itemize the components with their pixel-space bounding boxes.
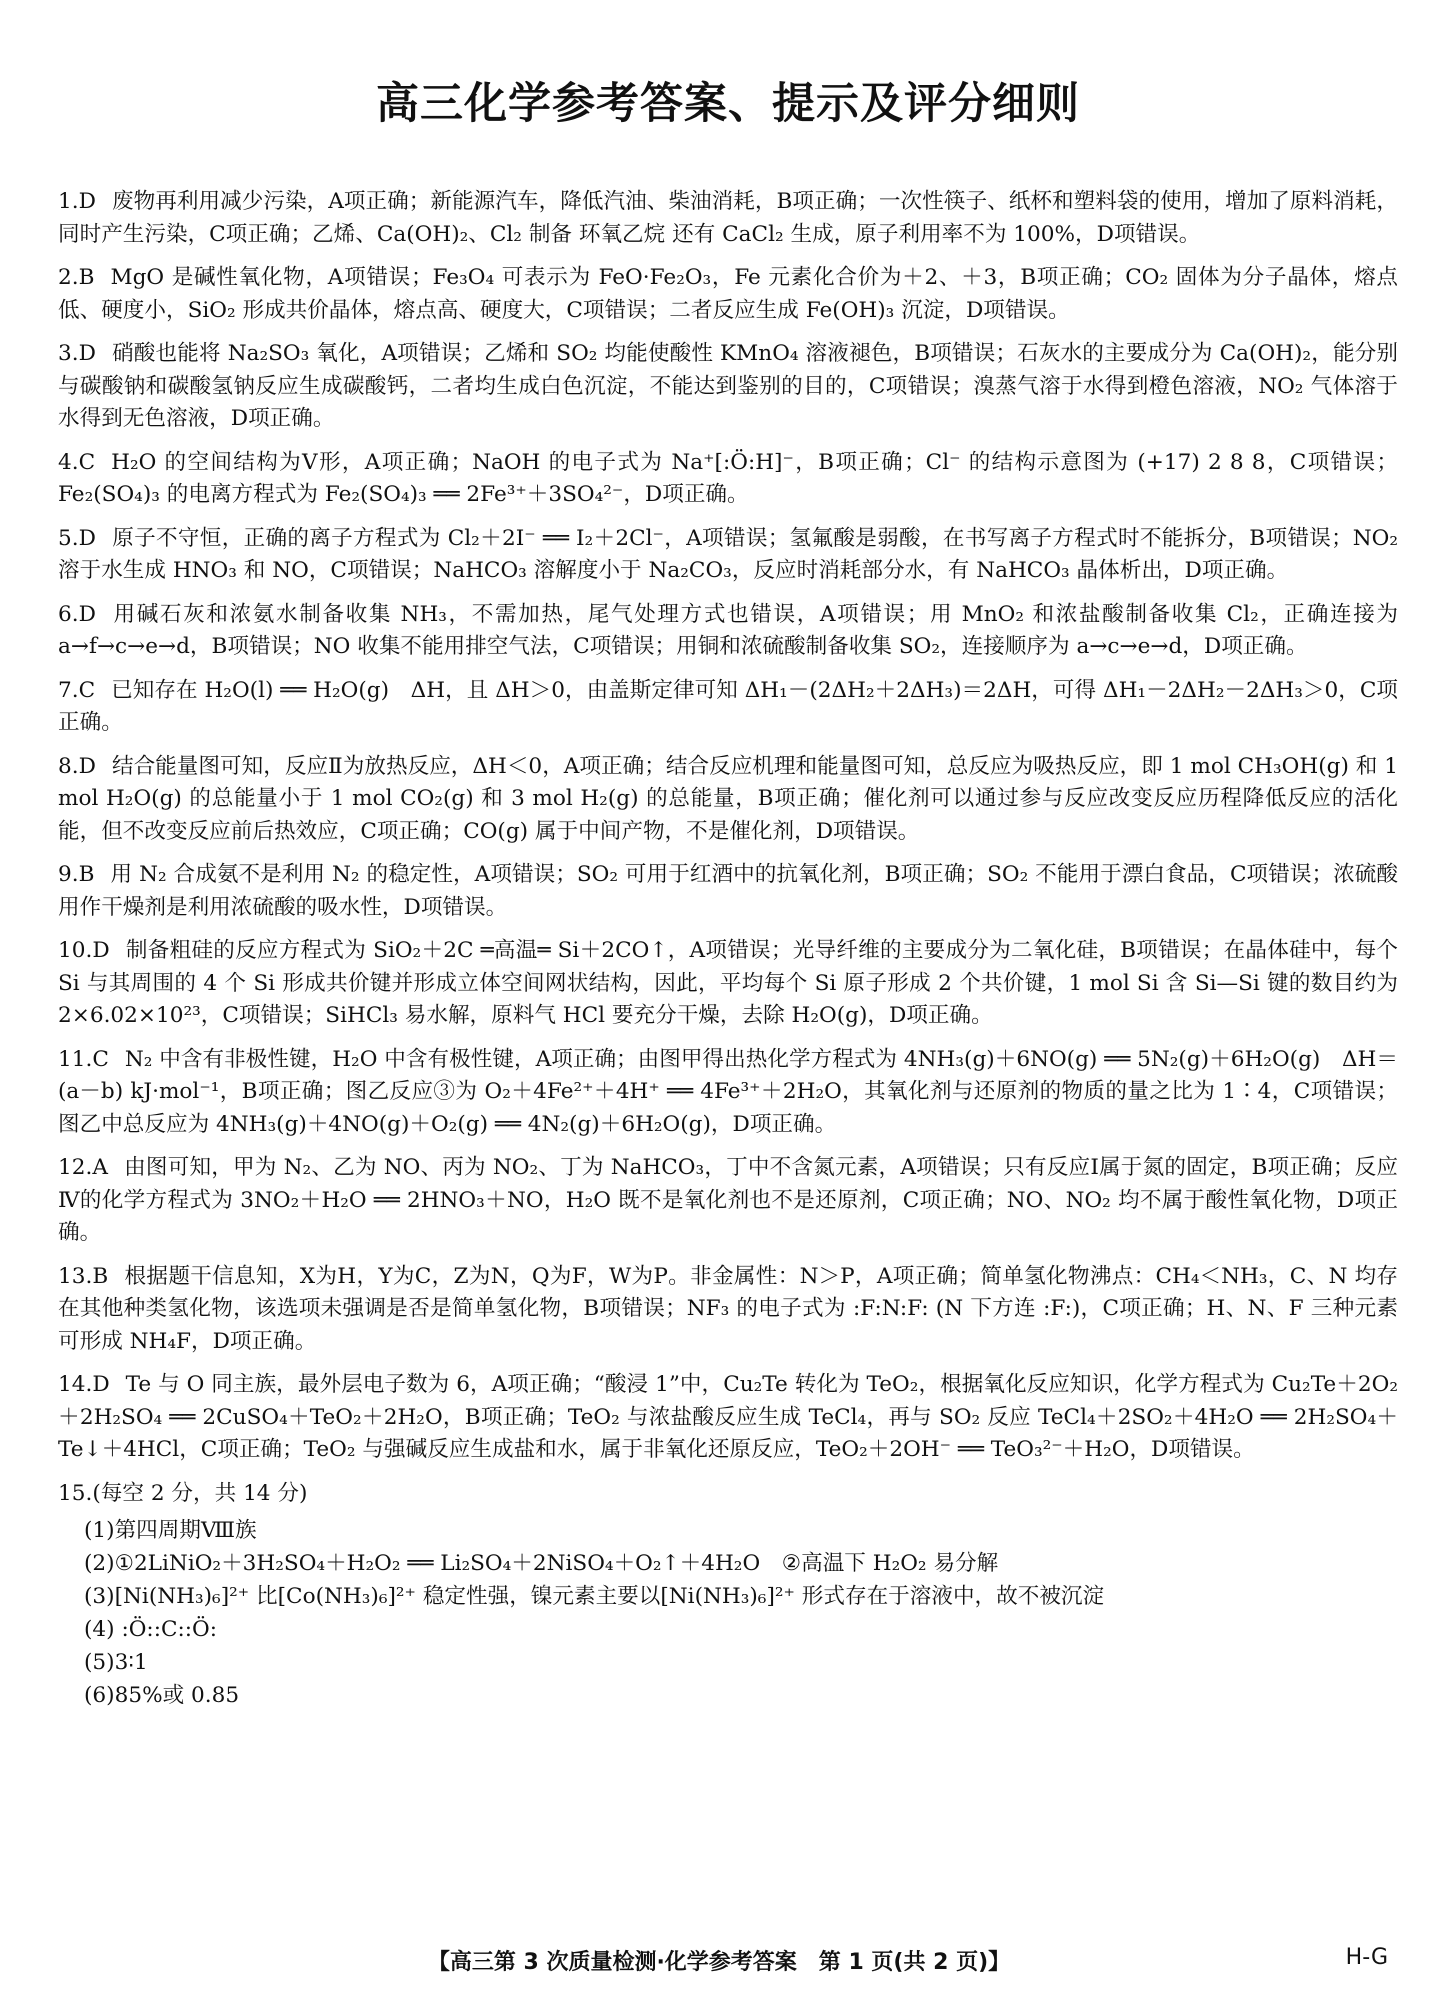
item-explanation: 结合能量图可知，反应Ⅱ为放热反应，ΔH＜0，A项正确；结合反应机理和能量图可知，总反应为吸热反应，即 1 mol CH₃OH(g) 和 1 mol H₂O(g) 的总能量小于 1 mol CO₂(g) 和 3 mol H₂(g) 的总能量，B项正确；催化剂可以通过参与反应改变反应历程降低反应的活化能，但不改变反应前后热效应，C项正确；CO(g) 属于中间产物，不是催化剂，D项错误。	[58, 753, 1398, 844]
item-explanation: 由图可知，甲为 N₂、乙为 NO、丙为 NO₂、丁为 NaHCO₃，丁中不含氮元素，A项错误；只有反应Ⅰ属于氮的固定，B项正确；反应Ⅳ的化学方程式为 3NO₂＋H₂O ══ 2HNO₃＋NO，H₂O 既不是氧化剂也不是还原剂，C项正确；NO、NO₂ 均不属于酸性氧化物，D项正确。	[58, 1155, 1398, 1245]
answer-item-8	[58, 751, 1398, 849]
q15-part-2: (2)①2LiNiO₂＋3H₂SO₄＋H₂O₂ ══ Li₂SO₄＋2NiSO₄＋O₂↑＋4H₂O ②高温下 H₂O₂ 易分解	[84, 1551, 999, 1576]
item-number: 14.	[58, 1372, 93, 1397]
answer-item-12	[58, 1152, 1398, 1250]
item-number: 1.	[58, 189, 79, 214]
item-answer: D	[92, 1372, 110, 1397]
item-answer: C	[78, 449, 96, 475]
item-answer: D	[78, 601, 96, 627]
q15-part-6: (6)85%或 0.85	[84, 1683, 240, 1708]
answer-item-9	[58, 859, 1398, 924]
footer-page-info: 【高三第 3 次质量检测·化学参考答案 第 1 页(共 2 页)】	[427, 1950, 1011, 1975]
item-answer: D	[78, 525, 96, 551]
item-explanation: MgO 是碱性氧化物，A项错误；Fe₃O₄ 可表示为 FeO·Fe₂O₃，Fe 元素化合价为＋2、＋3，B项正确；CO₂ 固体为分子晶体，熔点低、硬度小，SiO₂ 形成共价晶体，熔点高、硬度大，C项错误；二者反应生成 Fe(OH)₃ 沉淀，D项错误。	[58, 265, 1398, 323]
item-explanation: Te 与 O 同主族，最外层电子数为 6，A项正确；“酸浸 1”中，Cu₂Te 转化为 TeO₂，根据氧化反应知识，化学方程式为 Cu₂Te＋2O₂＋2H₂SO₄ ══ 2CuSO₄＋TeO₂＋2H₂O，B项正确；TeO₂ 与浓盐酸反应生成 TeCl₄，再与 SO₂ 反应 TeCl₄＋2SO₂＋4H₂O ══ 2H₂SO₄＋Te↓＋4HCl，C项正确；TeO₂ 与强碱反应生成盐和水，属于非氧化还原反应，TeO₂＋2OH⁻ ══ TeO₃²⁻＋H₂O，D项错误。	[58, 1372, 1398, 1462]
item-answer: C	[92, 1046, 109, 1072]
answer-item-2	[58, 262, 1398, 327]
answer-list	[58, 186, 1398, 1712]
item-explanation: 根据题干信息知，X为H，Y为C，Z为N，Q为F，W为P。非金属性：N＞P，A项正确；简单氢化物沸点：CH₄＜NH₃，C、N 均存在其他种类氢化物，该选项未强调是否是简单氢化物，B项错误；NF₃ 的电子式为 :F:N:F: (N 下方连 :F:)，C项正确；H、N、F 三种元素可形成 NH₄F，D项正确。	[58, 1263, 1398, 1354]
page-title: 高三化学参考答案、提示及评分细则	[376, 79, 1080, 129]
item-number: 10.	[58, 938, 93, 963]
answer-item-13	[58, 1261, 1398, 1359]
item-number: 11.	[58, 1046, 93, 1072]
q15-part-5: (5)3∶1	[84, 1650, 148, 1675]
page-footer	[0, 1945, 1438, 1985]
answer-item-11	[58, 1044, 1398, 1142]
item-explanation: 硝酸也能将 Na₂SO₃ 氧化，A项错误；乙烯和 SO₂ 均能使酸性 KMnO₄ 溶液褪色，B项错误；石灰水的主要成分为 Ca(OH)₂，能分别与碳酸钠和碳酸氢钠反应生成碳酸钙，二者均生成白色沉淀，不能达到鉴别的目的，C项错误；溴蒸气溶于水得到橙色溶液，NO₂ 气体溶于水得到无色溶液，D项正确。	[58, 341, 1398, 431]
item-explanation: H₂O 的空间结构为V形，A项正确；NaOH 的电子式为 Na⁺[:Ö:H]⁻，B项正确；Cl⁻ 的结构示意图为 (+17) 2 8 8，C项错误；Fe₂(SO₄)₃ 的电离方程式为 Fe₂(SO₄)₃ ══ 2Fe³⁺＋3SO₄²⁻，D项正确。	[58, 449, 1398, 507]
item-explanation: 原子不守恒，正确的离子方程式为 Cl₂＋2I⁻ ══ I₂＋2Cl⁻，A项错误；氢氟酸是弱酸，在书写离子方程式时不能拆分，B项错误；NO₂ 溶于水生成 HNO₃ 和 NO，C项错误；NaHCO₃ 溶解度小于 Na₂CO₃，反应时消耗部分水，有 NaHCO₃ 晶体析出，D项正确。	[58, 525, 1398, 583]
answer-item-4	[58, 447, 1398, 512]
answer-item-15-header: 15.(每空 2 分，共 14 分)	[58, 1480, 308, 1506]
item-answer: C	[78, 677, 96, 703]
q15-part-1: (1)第四周期Ⅷ族	[84, 1518, 257, 1543]
item-answer: B	[78, 862, 95, 887]
item-number: 4.	[58, 449, 79, 475]
item-explanation: 废物再利用减少污染，A项正确；新能源汽车，降低汽油、柴油消耗，B项正确；一次性筷子、纸杯和塑料袋的使用，增加了原料消耗，同时产生污染，C项正确；乙烯、Ca(OH)₂、Cl₂ 制备 环氧乙烷 还有 CaCl₂ 生成，原子利用率不为 100%，D项错误。	[58, 189, 1398, 247]
item-answer: D	[78, 753, 96, 779]
item-answer: D	[78, 189, 96, 214]
item-number: 3.	[58, 341, 79, 366]
item-explanation: 制备粗硅的反应方程式为 SiO₂＋2C ═高温═ Si＋2CO↑，A项错误；光导纤维的主要成分为二氧化硅，B项错误；在晶体硅中，每个 Si 与其周围的 4 个 Si 形成共价键并形成立体空间网状结构，因此，平均每个 Si 原子形成 2 个共价键，1 mol Si 含 Si—Si 键的数目约为 2×6.02×10²³，C项错误；SiHCl₃ 易水解，原料气 HCl 要充分干燥，去除 H₂O(g)，D项正确。	[58, 938, 1398, 1028]
item-explanation: N₂ 中含有非极性键，H₂O 中含有极性键，A项正确；由图甲得出热化学方程式为 4NH₃(g)＋6NO(g) ══ 5N₂(g)＋6H₂O(g) ΔH＝(a－b) kJ·mol⁻¹，B项正确；图乙反应③为 O₂＋4Fe²⁺＋4H⁺ ══ 4Fe³⁺＋2H₂O，其氧化剂与还原剂的物质的量之比为 1∶4，C项错误；图乙中总反应为 4NH₃(g)＋4NO(g)＋O₂(g) ══ 4N₂(g)＋6H₂O(g)，D项正确。	[58, 1046, 1398, 1137]
item-number: 6.	[58, 601, 79, 627]
item-explanation: 已知存在 H₂O(l) ══ H₂O(g) ΔH，且 ΔH＞0，由盖斯定律可知 ΔH₁－(2ΔH₂＋2ΔH₃)＝2ΔH，可得 ΔH₁－2ΔH₂－2ΔH₃＞0，C项正确。	[58, 677, 1398, 735]
item-number: 9.	[58, 862, 79, 887]
item-answer: B	[92, 1263, 109, 1289]
item-answer: A	[92, 1155, 108, 1180]
item-answer: D	[78, 341, 96, 366]
answer-item-14	[58, 1369, 1398, 1467]
item-answer: B	[78, 265, 95, 290]
q15-part-4: (4) :Ö::C::Ö:	[84, 1617, 218, 1642]
answer-item-7	[58, 675, 1398, 740]
item-number: 2.	[58, 265, 79, 290]
answer-item-1	[58, 186, 1398, 251]
answer-item-6	[58, 599, 1398, 664]
answer-item-3	[58, 338, 1398, 436]
q15-part-3: (3)[Ni(NH₃)₆]²⁺ 比[Co(NH₃)₆]²⁺ 稳定性强，镍元素主要以[Ni(NH₃)₆]²⁺ 形式存在于溶液中，故不被沉淀	[84, 1584, 1105, 1609]
answer-item-5	[58, 523, 1398, 588]
item-number: 7.	[58, 677, 79, 703]
item-number: 5.	[58, 525, 79, 551]
item-number: 13.	[58, 1263, 93, 1289]
item-answer: D	[92, 938, 110, 963]
answer-item-10	[58, 935, 1398, 1033]
item-explanation: 用碱石灰和浓氨水制备收集 NH₃，不需加热，尾气处理方式也错误，A项错误；用 MnO₂ 和浓盐酸制备收集 Cl₂，正确连接为 a→f→c→e→d，B项错误；NO 收集不能用排空气法，C项错误；用铜和浓硫酸制备收集 SO₂，连接顺序为 a→c→e→d，D项正确。	[58, 601, 1398, 659]
item-explanation: 用 N₂ 合成氨不是利用 N₂ 的稳定性，A项错误；SO₂ 可用于红酒中的抗氧化剂，B项正确；SO₂ 不能用于漂白食品，C项错误；浓硫酸用作干燥剂是利用浓硫酸的吸水性，D项错误。	[58, 862, 1398, 920]
item-number: 8.	[58, 753, 79, 779]
footer-code: H-G	[1345, 1945, 1388, 1970]
item-number: 12.	[58, 1155, 93, 1180]
